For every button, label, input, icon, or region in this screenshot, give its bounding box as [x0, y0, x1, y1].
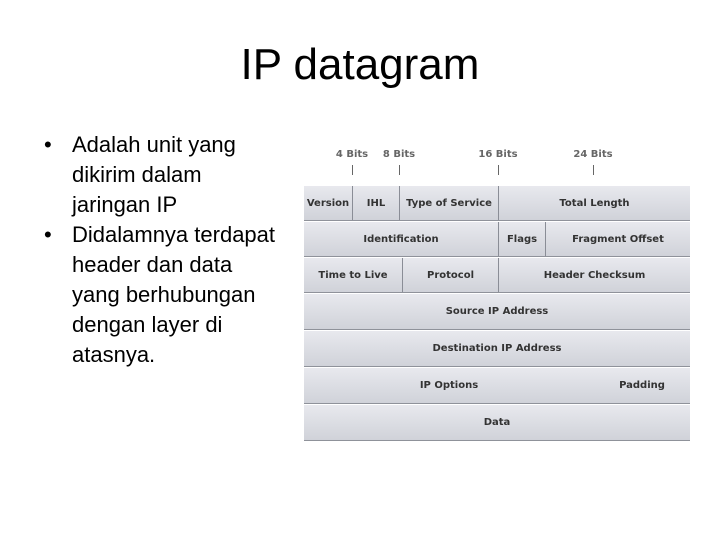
field-total-length: Total Length [559, 197, 630, 209]
field-ip-options: IP Options [419, 380, 479, 391]
slide-title: IP datagram [240, 40, 480, 89]
field-destination-ip-address: Destination IP Address [432, 343, 562, 354]
field-fragment-offset: Fragment Offset [572, 233, 664, 245]
field-time-to-live: Time to Live [318, 269, 388, 281]
header-row-5 [304, 330, 690, 367]
field-data: Data [483, 417, 511, 428]
field-header-checksum: Header Checksum [543, 269, 646, 281]
header-row-1 [304, 185, 690, 221]
field-type-of-service: Type of Service [406, 197, 492, 209]
bit-label-24: 24 Bits [573, 149, 613, 160]
field-ihl: IHL [366, 197, 386, 209]
data-row [304, 404, 690, 441]
bullet-item: • Didalamnya terdapat header dan data yang berhubungan dengan layer di atasnya. [36, 220, 276, 370]
header-row-2 [304, 221, 690, 257]
bit-tick [352, 165, 353, 175]
bit-label-8: 8 Bits [382, 149, 416, 160]
bullet-item: • Adalah unit yang dikirim dalam jaringan IP [36, 130, 276, 220]
bit-label-4: 4 Bits [335, 149, 369, 160]
field-flags: Flags [506, 233, 538, 245]
field-padding: Padding [619, 380, 665, 391]
ip-datagram-diagram [304, 145, 690, 445]
field-protocol: Protocol [426, 269, 474, 281]
header-row-6 [304, 367, 690, 404]
bit-tick [593, 165, 594, 175]
bit-tick [498, 165, 499, 175]
field-version: Version [306, 197, 350, 209]
bullet-list [36, 130, 276, 370]
field-identification: Identification [363, 233, 439, 245]
header-row-4 [304, 293, 690, 330]
field-source-ip-address: Source IP Address [445, 306, 549, 317]
bit-tick [399, 165, 400, 175]
bit-label-16: 16 Bits [478, 149, 518, 160]
header-row-3 [304, 257, 690, 293]
